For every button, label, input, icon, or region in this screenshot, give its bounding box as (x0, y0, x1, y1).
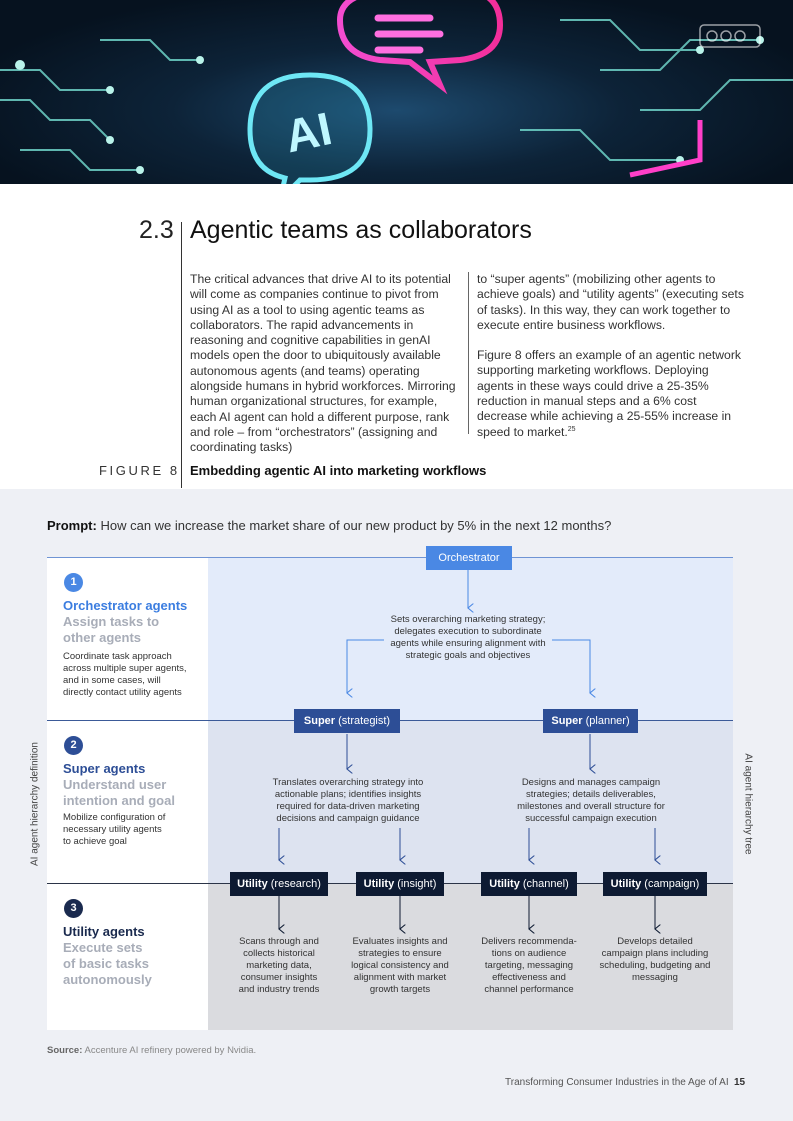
arrow-to-planner (552, 640, 590, 693)
utility-campaign-node (603, 872, 707, 896)
node-type: Utility (610, 878, 642, 890)
orchestrator-node: Orchestrator (426, 546, 512, 570)
node-role: (planner) (585, 715, 630, 727)
side-label-definition: AI agent hierarchy definition (29, 742, 41, 866)
hero-ai-text: AI (280, 101, 337, 163)
node-type: Super (551, 715, 583, 727)
campaign-description: Develops detailed campaign plans including scheduling, budgeting and messaging (599, 936, 711, 983)
prompt-text: How can we increase the market share of our new product by 5% in the next 12 months? (100, 518, 612, 533)
research-description: Scans through and collects historical marketing data, consumer insights and industry trends (238, 936, 320, 995)
tier-1-subtitle: Assign tasks to other agents (63, 614, 160, 645)
page-number: 15 (734, 1077, 746, 1088)
tier-3-badge: 3 (64, 899, 83, 918)
insight-description: Evaluates insights and strategies to ensure logical consistency and alignment with market growth targets (351, 936, 449, 995)
tier-2-subtitle: Understand user intention and goal (63, 777, 175, 808)
body-paragraph: to “super agents” (mobilizing other agents to achieve goals) and “utility agents” (executing sets of tasks). In this way, they can work together to execute entire business workflows. (477, 272, 744, 332)
footnote-ref[interactable]: 25 (567, 425, 576, 433)
section-number: 2.3 (139, 216, 174, 244)
tier-2-badge: 2 (64, 736, 83, 755)
node-role: (channel) (522, 878, 569, 890)
node-role: (campaign) (644, 878, 700, 890)
node-type: Utility (237, 878, 268, 890)
utility-insight-node (356, 872, 444, 896)
node-role: (strategist) (338, 715, 391, 727)
body-paragraph-text: Figure 8 offers an example of an agentic network supporting marketing workflows. Deploying agents in these ways could drive a 25-35% reduction in manual steps and a 6% cost decrease while achieving a 25-55% increase in speed to market. (477, 348, 741, 439)
utility-research-node (230, 872, 328, 896)
node-role: (insight) (397, 878, 437, 890)
side-label-tree: AI agent hierarchy tree (742, 753, 754, 855)
tier-1-description: Coordinate task approach across multiple super agents, and in some cases, will directly contact utility agents (63, 651, 187, 698)
figure-label: FIGURE 8 (99, 463, 180, 478)
tier-3-subtitle: Execute sets of basic tasks autonomously (63, 940, 152, 987)
footer-title: Transforming Consumer Industries in the Age of AI (505, 1077, 729, 1088)
node-type: Utility (363, 878, 395, 890)
tier-1-badge: 1 (64, 573, 83, 592)
source-text: Accenture AI refinery powered by Nvidia. (84, 1045, 257, 1056)
super-strategist-node (294, 709, 400, 733)
super-planner-node (543, 709, 638, 733)
tier-2-description: Mobilize configuration of necessary utility agents to achieve goal (63, 812, 166, 847)
figure-source (47, 1045, 256, 1056)
body-paragraph: The critical advances that drive AI to its potential will come as companies continue to pivot from using AI as a tool to using agentic teams as collaborators. The rapid advancements in reasoning and cognitive capabilities in genAI models open the door to ubiquitously available autonomous agents (and teams) operating alongside humans in hybrid workforces. Mirroring human organizational structures, for example, each AI agent can hold a different purpose, rank and role – from “orchestrators” (assigning and coordinating tasks) (190, 272, 456, 455)
planner-description: Designs and manages campaign strategies; details deliverables, milestones and overall structure for successful campaign execution (517, 777, 665, 824)
strategist-description: Translates overarching strategy into actionable plans; identifies insights required for data-driven marketing decisions and campaign guidance (272, 777, 424, 824)
section-title: Agentic teams as collaborators (190, 216, 532, 244)
orchestrator-description: Sets overarching marketing strategy; delegates execution to subordinate agents while ensuring alignment with strategic goals and objectives (390, 614, 546, 661)
channel-description: Delivers recommenda-tions on audience targeting, messaging effectiveness and channel performance (481, 936, 577, 995)
node-type: Super (303, 715, 336, 727)
node-role: (research) (270, 878, 321, 890)
node-type: Utility (489, 878, 520, 890)
figure-title: Embedding agentic AI into marketing workflows (190, 463, 487, 478)
prompt-label: Prompt: (47, 518, 97, 533)
source-label: Source: (47, 1045, 83, 1056)
arrow-to-strategist (347, 640, 384, 693)
tier-3-title: Utility agents (63, 924, 145, 939)
tier-2-title: Super agents (63, 761, 146, 776)
utility-channel-node (481, 872, 577, 896)
tier-1-title: Orchestrator agents (63, 598, 188, 613)
